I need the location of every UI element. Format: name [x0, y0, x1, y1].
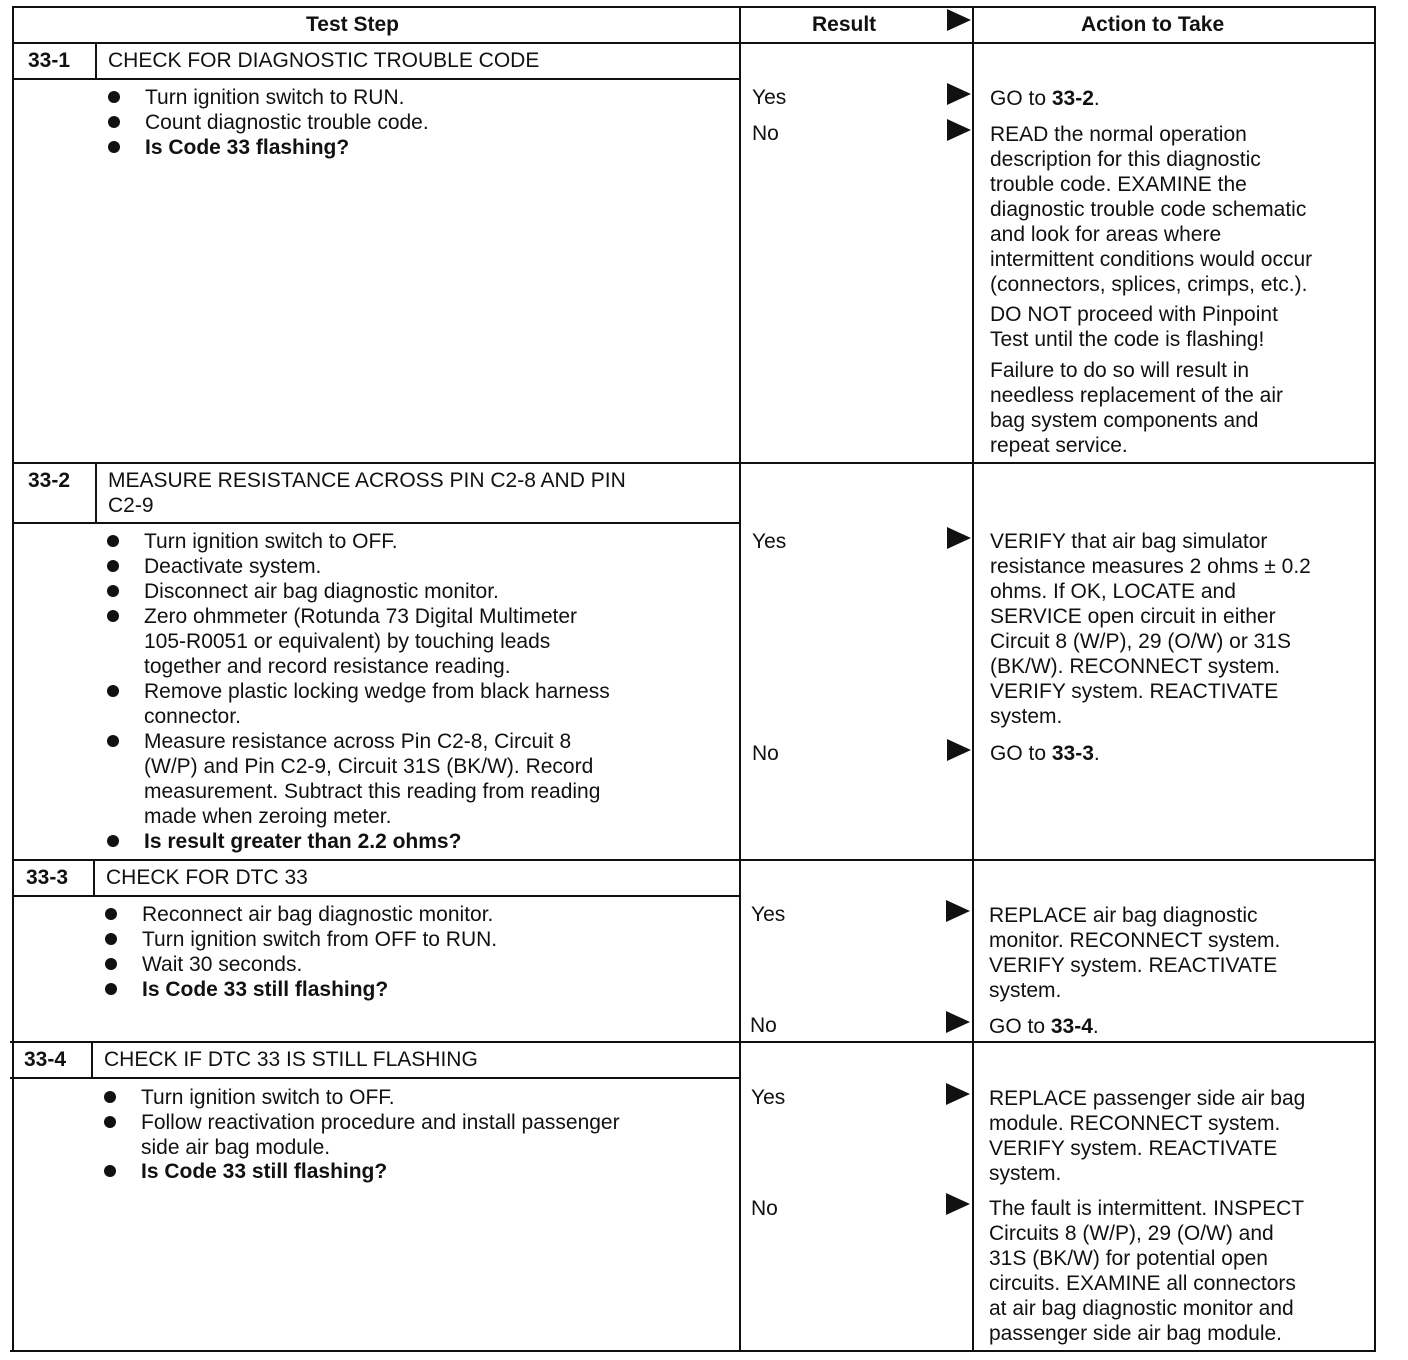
step-instruction: Turn ignition switch from OFF to RUN. [142, 928, 498, 951]
action-text: VERIFY system. REACTIVATE [989, 1137, 1278, 1160]
bullet-icon [105, 933, 117, 945]
result-arrow-icon [946, 1083, 970, 1105]
step-question: Is Code 33 still flashing? [141, 1160, 388, 1183]
action-text: diagnostic trouble code schematic [990, 198, 1307, 221]
step-instruction: Disconnect air bag diagnostic monitor. [144, 580, 499, 603]
action-text: circuits. EXAMINE all connectors [989, 1272, 1296, 1295]
bullet-icon [107, 560, 119, 572]
header-action: Action to Take [1081, 13, 1225, 36]
action-text: description for this diagnostic [990, 148, 1261, 171]
step-id: 33-1 [28, 49, 71, 72]
step-separator [10, 1041, 1376, 1043]
action-text: system. [990, 705, 1063, 728]
result-label: Yes [752, 530, 787, 553]
step-instruction: Zero ohmmeter (Rotunda 73 Digital Multimeter [144, 605, 578, 628]
step-id-divider [95, 42, 97, 80]
step-title-underline [12, 895, 739, 897]
step-id: 33-3 [26, 866, 69, 889]
result-arrow-icon [946, 900, 970, 922]
action-text: intermittent conditions would occur [990, 248, 1313, 271]
bullet-icon [108, 141, 120, 153]
header-test-step: Test Step [306, 13, 399, 36]
result-label: Yes [751, 903, 786, 926]
step-instruction: side air bag module. [141, 1136, 331, 1159]
header-result: Result [812, 13, 877, 36]
bullet-icon [105, 958, 117, 970]
step-title: CHECK FOR DIAGNOSTIC TROUBLE CODE [108, 49, 540, 72]
action-text: (BK/W). RECONNECT system. [990, 655, 1281, 678]
result-label: No [751, 1197, 778, 1220]
action-text: trouble code. EXAMINE the [990, 173, 1247, 196]
step-title-underline [12, 522, 739, 524]
step-title: C2-9 [108, 494, 154, 517]
action-text: and look for areas where [990, 223, 1222, 246]
bullet-icon [107, 535, 119, 547]
step-id: 33-4 [24, 1048, 67, 1071]
step-instruction: together and record resistance reading. [144, 655, 511, 678]
bullet-icon [104, 1091, 116, 1103]
step-title-underline [10, 1077, 739, 1079]
bullet-icon [105, 983, 117, 995]
action-text: bag system components and [990, 409, 1259, 432]
action-text: GO to 33-2. [990, 87, 1100, 110]
action-text: SERVICE open circuit in either [990, 605, 1276, 628]
step-id: 33-2 [28, 469, 71, 492]
step-separator [12, 859, 1376, 861]
table-bottom-border [10, 1350, 1376, 1352]
bullet-icon [104, 1165, 116, 1177]
result-arrow-icon [947, 527, 971, 549]
action-column-divider [972, 6, 974, 1352]
result-label: No [752, 742, 779, 765]
action-text: GO to 33-4. [989, 1015, 1099, 1038]
action-text: Circuits 8 (W/P), 29 (O/W) and [989, 1222, 1274, 1245]
step-separator [12, 462, 1376, 464]
bullet-icon [107, 610, 119, 622]
action-text: (connectors, splices, crimps, etc.). [990, 273, 1308, 296]
step-id-divider [95, 462, 97, 524]
action-text: repeat service. [990, 434, 1128, 457]
header-bottom-border [12, 42, 1376, 44]
table-right-border [1374, 6, 1376, 1352]
step-title: CHECK IF DTC 33 IS STILL FLASHING [104, 1048, 478, 1071]
step-id-divider [93, 859, 95, 897]
result-label: No [752, 122, 779, 145]
action-text: 31S (BK/W) for potential open [989, 1247, 1268, 1270]
step-instruction: Deactivate system. [144, 555, 322, 578]
step-instruction: Measure resistance across Pin C2-8, Circuit 8 [144, 730, 572, 753]
action-text: passenger side air bag module. [989, 1322, 1283, 1345]
result-arrow-icon [947, 119, 971, 141]
action-text: Failure to do so will result in [990, 359, 1250, 382]
result-arrow-icon [946, 1011, 970, 1033]
bullet-icon [105, 908, 117, 920]
action-text: module. RECONNECT system. [989, 1112, 1281, 1135]
step-instruction: Turn ignition switch to OFF. [141, 1086, 395, 1109]
step-instruction: (W/P) and Pin C2-9, Circuit 31S (BK/W). Record [144, 755, 594, 778]
step-instruction: Remove plastic locking wedge from black harness [144, 680, 610, 703]
result-label: No [750, 1014, 777, 1037]
table-left-border [12, 6, 14, 1352]
step-instruction: made when zeroing meter. [144, 805, 392, 828]
bullet-icon [107, 835, 119, 847]
action-text: REPLACE air bag diagnostic [989, 904, 1258, 927]
table-top-border [12, 6, 1376, 8]
action-text: Circuit 8 (W/P), 29 (O/W) or 31S [990, 630, 1292, 653]
bullet-icon [107, 735, 119, 747]
step-instruction: 105-R0051 or equivalent) by touching leads [144, 630, 551, 653]
bullet-icon [108, 91, 120, 103]
action-text: VERIFY system. REACTIVATE [990, 680, 1279, 703]
action-text: ohms. If OK, LOCATE and [990, 580, 1236, 603]
step-instruction: Count diagnostic trouble code. [145, 111, 429, 134]
action-text: REPLACE passenger side air bag [989, 1087, 1306, 1110]
step-question: Is Code 33 still flashing? [142, 978, 389, 1001]
step-title: MEASURE RESISTANCE ACROSS PIN C2-8 AND PIN [108, 469, 626, 492]
action-text: system. [989, 1162, 1062, 1185]
action-text: GO to 33-3. [990, 742, 1100, 765]
step-instruction: Turn ignition switch to OFF. [144, 530, 398, 553]
step-instruction: Wait 30 seconds. [142, 953, 303, 976]
step-instruction: Turn ignition switch to RUN. [145, 86, 405, 109]
bullet-icon [108, 116, 120, 128]
step-instruction: connector. [144, 705, 241, 728]
action-text: system. [989, 979, 1062, 1002]
bullet-icon [107, 685, 119, 697]
result-arrow-icon [946, 1193, 970, 1215]
action-text: needless replacement of the air [990, 384, 1284, 407]
header-arrow-icon [947, 9, 971, 31]
result-label: Yes [751, 1086, 786, 1109]
action-text: at air bag diagnostic monitor and [989, 1297, 1294, 1320]
step-question: Is result greater than 2.2 ohms? [144, 830, 462, 853]
bullet-icon [104, 1116, 116, 1128]
bullet-icon [107, 585, 119, 597]
action-text: Test until the code is flashing! [990, 328, 1265, 351]
step-instruction: Reconnect air bag diagnostic monitor. [142, 903, 494, 926]
action-text: The fault is intermittent. INSPECT [989, 1197, 1305, 1220]
action-text: VERIFY system. REACTIVATE [989, 954, 1278, 977]
action-text: DO NOT proceed with Pinpoint [990, 303, 1278, 326]
result-arrow-icon [947, 739, 971, 761]
step-instruction: measurement. Subtract this reading from reading [144, 780, 601, 803]
result-label: Yes [752, 86, 787, 109]
action-text: READ the normal operation [990, 123, 1247, 146]
action-text: monitor. RECONNECT system. [989, 929, 1281, 952]
step-question: Is Code 33 flashing? [145, 136, 350, 159]
step-title: CHECK FOR DTC 33 [106, 866, 308, 889]
result-column-divider [739, 6, 741, 1352]
result-arrow-icon [947, 83, 971, 105]
step-title-underline [12, 78, 739, 80]
step-id-divider [91, 1041, 93, 1079]
step-instruction: Follow reactivation procedure and install passenger [141, 1111, 620, 1134]
action-text: VERIFY that air bag simulator [990, 530, 1268, 553]
action-text: resistance measures 2 ohms ± 0.2 [990, 555, 1311, 578]
